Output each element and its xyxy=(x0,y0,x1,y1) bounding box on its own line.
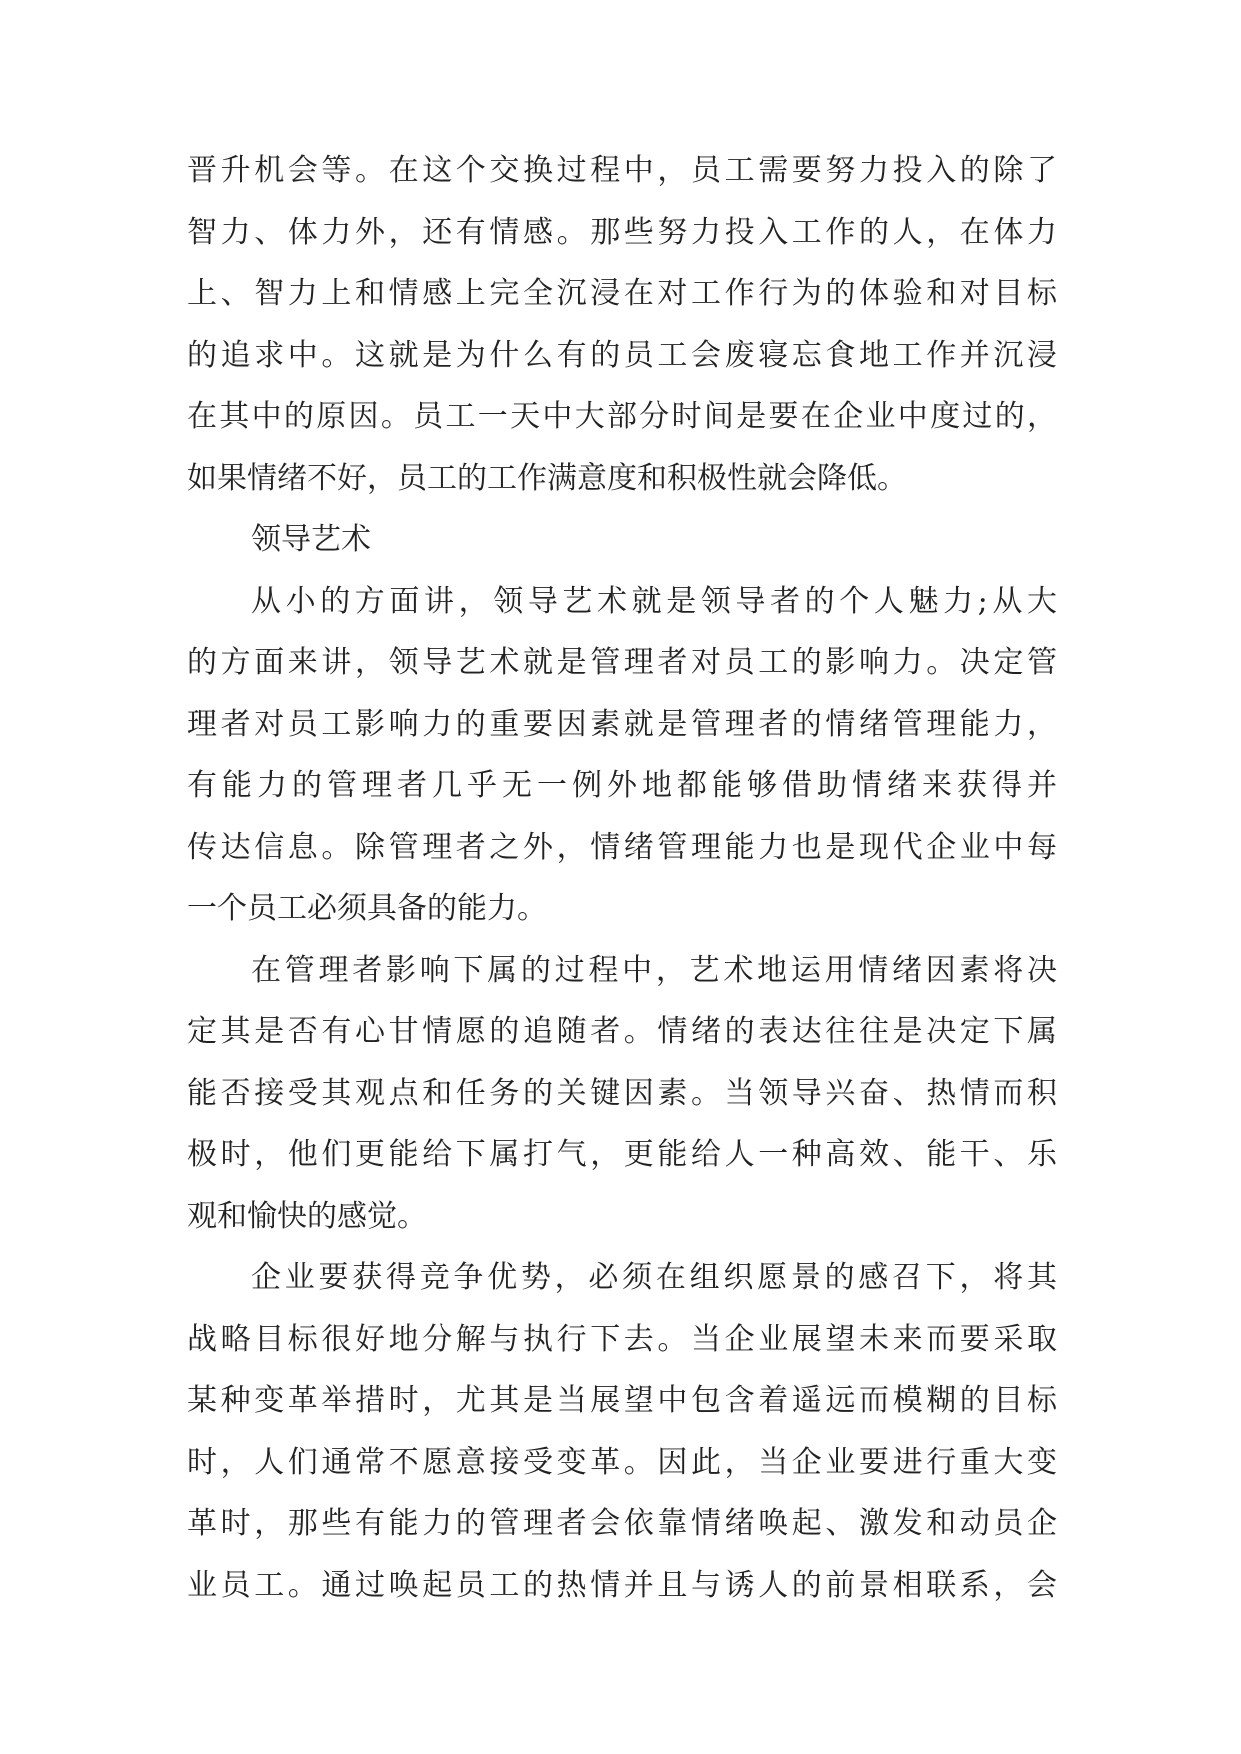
text-line: 一个员工必须具备的能力。 xyxy=(187,891,547,926)
text-line: 上、智力上和情感上完全沉浸在对工作行为的体验和对目标 xyxy=(187,276,1057,311)
document-body xyxy=(187,140,1057,1616)
text-line: 企业要获得竞争优势，必须在组织愿景的感召下，将其 xyxy=(251,1260,1057,1295)
text-line: 在管理者影响下属的过程中，艺术地运用情绪因素将决 xyxy=(251,952,1057,988)
text-line: 从小的方面讲，领导艺术就是领导者的个人魅力;从大 xyxy=(251,583,1057,619)
text-line: 的方面来讲，领导艺术就是管理者对员工的影响力。决定管 xyxy=(187,645,1057,680)
text-line: 时，人们通常不愿意接受变革。因此，当企业要进行重大变 xyxy=(187,1444,1057,1480)
text-line: 理者对员工影响力的重要因素就是管理者的情绪管理能力， xyxy=(187,706,1057,742)
paragraph xyxy=(187,140,1057,509)
paragraph xyxy=(187,1247,1057,1616)
text-line: 战略目标很好地分解与执行下去。当企业展望未来而要采取 xyxy=(187,1321,1057,1357)
text-line: 极时，他们更能给下属打气，更能给人一种高效、能干、乐 xyxy=(187,1137,1057,1172)
text-line: 传达信息。除管理者之外，情绪管理能力也是现代企业中每 xyxy=(187,829,1057,865)
paragraph xyxy=(187,571,1057,940)
text-line: 如果情绪不好，员工的工作满意度和积极性就会降低。 xyxy=(187,460,907,496)
text-line: 智力、体力外，还有情感。那些努力投入工作的人，在体力 xyxy=(187,214,1057,250)
text-line: 能否接受其观点和任务的关键因素。当领导兴奋、热情而积 xyxy=(187,1075,1057,1111)
text-line: 在其中的原因。员工一天中大部分时间是要在企业中度过的， xyxy=(187,399,1057,434)
text-line: 革时，那些有能力的管理者会依靠情绪唤起、激发和动员企 xyxy=(187,1506,1057,1541)
paragraph xyxy=(187,940,1057,1248)
heading-text: 领导艺术 xyxy=(251,522,371,557)
text-line: 晋升机会等。在这个交换过程中，员工需要努力投入的除了 xyxy=(187,153,1057,188)
section-heading xyxy=(187,509,1057,571)
text-line: 观和愉快的感觉。 xyxy=(187,1198,427,1234)
text-line: 某种变革举措时，尤其是当展望中包含着遥远而模糊的目标 xyxy=(187,1383,1057,1418)
text-line: 有能力的管理者几乎无一例外地都能够借助情绪来获得并 xyxy=(187,768,1057,803)
text-line: 的追求中。这就是为什么有的员工会废寝忘食地工作并沉浸 xyxy=(187,337,1057,373)
text-line: 业员工。通过唤起员工的热情并且与诱人的前景相联系，会 xyxy=(187,1567,1057,1603)
text-line: 定其是否有心甘情愿的追随者。情绪的表达往往是决定下属 xyxy=(187,1014,1057,1049)
